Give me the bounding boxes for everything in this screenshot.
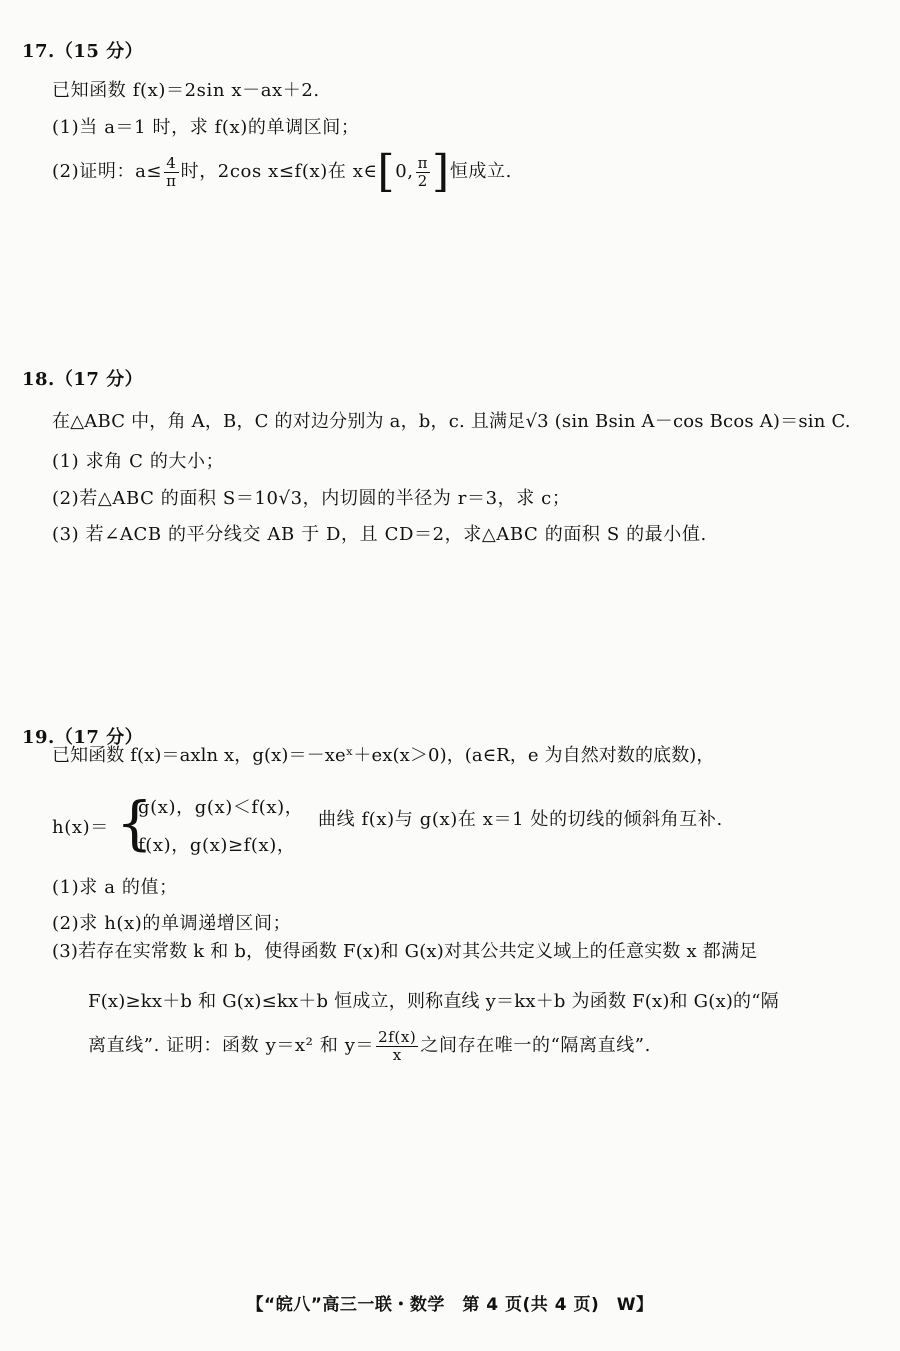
problem-19-part-1: (1)求 a 的值； (52, 877, 178, 898)
interval-left-bracket: [ (377, 146, 396, 197)
problem-19-part-3-line-2: F(x)≥kx＋b 和 G(x)≤kx＋b 恒成立，则称直线 y＝kx＋b 为函数 F(x)和 G(x)的“隔 (88, 991, 779, 1012)
problem-19-part-3-line-1: (3)若存在实常数 k 和 b，使得函数 F(x)和 G(x)对其公共定义域上的任意实数 x 都满足 (52, 941, 758, 962)
piecewise-case-1: g(x)，g(x)＜f(x)， (138, 797, 304, 818)
problem-18-part-2: (2)若△ABC 的面积 S＝10√3，内切圆的半径为 r＝3，求 c； (52, 488, 571, 509)
problem-17-header: 17.（15 分） (22, 41, 144, 62)
fraction-denominator: 2 (417, 171, 428, 190)
fraction-numerator: 2f(x) (378, 1027, 417, 1046)
problem-18-header: 18.（17 分） (22, 369, 144, 390)
piecewise-case-2: f(x)，g(x)≥f(x)， (138, 835, 296, 856)
fraction-numerator: 4 (164, 155, 178, 173)
problem-19-stem: 已知函数 f(x)＝axln x，g(x)＝－xeˣ＋ex(x＞0)，(a∈R，e 为自然对数的底数)， (52, 745, 715, 766)
fraction-numerator: π (417, 153, 429, 172)
part-3-text-a: 离直线”. 证明：函数 y＝x² 和 y＝ (88, 1035, 375, 1056)
part-2-text-b: 时，2cos x≤f(x)在 x∈ (180, 161, 378, 182)
fraction-4-over-pi (164, 155, 178, 190)
fraction-pi-over-2 (416, 155, 430, 190)
fraction-denominator: π (166, 171, 177, 190)
interval-start: 0, (395, 161, 414, 182)
page-footer: 【“皖八”高三一联・数学 第 4 页(共 4 页) W】 (246, 1295, 654, 1315)
part-3-text-b: 之间存在唯一的“隔离直线”. (420, 1035, 651, 1056)
problem-17-part-2 (52, 146, 512, 197)
problem-17-stem: 已知函数 f(x)＝2sin x－ax＋2. (52, 80, 320, 101)
part-2-text-c: 恒成立. (449, 161, 512, 182)
piecewise-label: h(x)＝ (52, 817, 109, 838)
problem-19-part-2: (2)求 h(x)的单调递增区间； (52, 913, 292, 934)
problem-19-part-3-line-3 (88, 1024, 651, 1068)
part-2-text-a: (2)证明：a≤ (52, 161, 163, 182)
problem-19-condition: 曲线 f(x)与 g(x)在 x＝1 处的切线的倾斜角互补. (318, 809, 723, 830)
fraction-denominator: x (392, 1045, 402, 1064)
problem-19-header: 19.（17 分） (22, 727, 144, 748)
problem-17-part-1: (1)当 a＝1 时，求 f(x)的单调区间； (52, 117, 360, 138)
problem-18-stem: 在△ABC 中，角 A，B，C 的对边分别为 a，b，c. 且满足√3 (sin Bsin A－cos Bcos A)＝sin C. (52, 411, 851, 432)
fraction-2fx-over-x (376, 1029, 418, 1064)
problem-18-part-3: (3) 若∠ACB 的平分线交 AB 于 D，且 CD＝2，求△ABC 的面积 S 的最小值. (52, 524, 707, 545)
left-brace-icon: { (116, 789, 153, 857)
bleed-through-text (40, 300, 58, 325)
interval-right-bracket: ] (432, 146, 450, 197)
problem-18-part-1: (1) 求角 C 的大小； (52, 451, 225, 472)
